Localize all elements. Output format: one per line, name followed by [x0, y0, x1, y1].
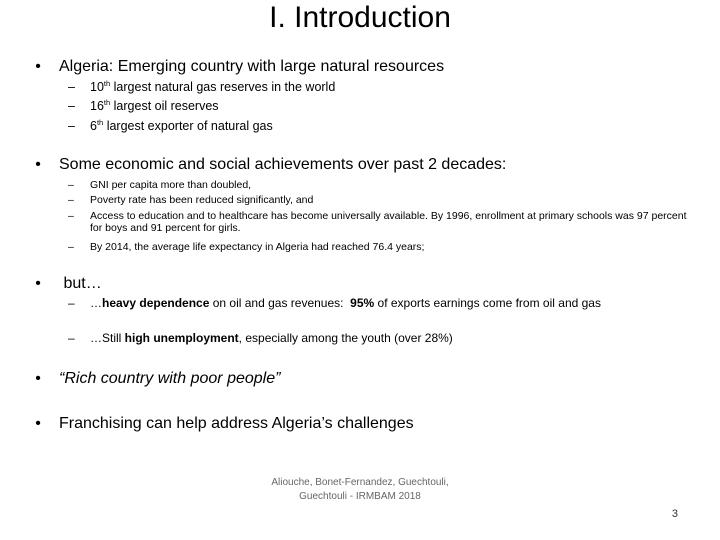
bullet-icon: • — [35, 156, 41, 173]
sub-item-text: Poverty rate has been reduced significantly, and — [90, 194, 314, 206]
footer-line-1: Aliouche, Bonet-Fernandez, Guechtouli, — [271, 477, 449, 488]
bullet-text: “Rich country with poor people” — [59, 370, 281, 387]
slide-title: I. Introduction — [269, 1, 451, 34]
bullet-text: but… — [59, 275, 102, 292]
bullet-text: Some economic and social achievements over past 2 decades: — [59, 156, 507, 173]
dash-icon: – — [68, 179, 74, 191]
dash-icon: – — [68, 194, 74, 206]
dash-icon: – — [68, 210, 74, 222]
dash-icon: – — [68, 99, 75, 113]
footer — [232, 476, 488, 504]
footer-line-2: Guechtouli - IRMBAM 2018 — [299, 491, 421, 502]
sub-item-text: Access to education and to healthcare has become universally available. By 1996, enrollment at primary schools was 97 percent for boys and 91 percent for girls. — [90, 210, 687, 234]
bullet-icon: • — [35, 370, 41, 387]
sub-item-text: 6th largest exporter of natural gas — [90, 117, 273, 133]
bullet-icon: • — [35, 415, 41, 432]
sub-item-text: …Still high unemployment, especially among the youth (over 28%) — [90, 331, 453, 345]
sub-item-text: 10th largest natural gas reserves in the world — [90, 78, 336, 94]
dash-icon: – — [68, 296, 75, 310]
bullet-icon: • — [35, 275, 41, 292]
sub-item-text: By 2014, the average life expectancy in Algeria had reached 76.4 years; — [90, 241, 425, 253]
sub-item-text: 16th largest oil reserves — [90, 97, 219, 113]
bullet-icon: • — [35, 58, 41, 75]
sub-item-text: …heavy dependence on oil and gas revenues: 95% of exports earnings come from oil and gas — [90, 296, 601, 310]
dash-icon: – — [68, 80, 75, 94]
dash-icon: – — [68, 241, 74, 253]
dash-icon: – — [68, 119, 75, 133]
bullet-text: Algeria: Emerging country with large natural resources — [59, 58, 445, 75]
sub-item-text: GNI per capita more than doubled, — [90, 179, 252, 191]
dash-icon: – — [68, 331, 75, 345]
bullet-text: Franchising can help address Algeria’s challenges — [59, 415, 414, 432]
page-number: 3 — [671, 508, 678, 520]
